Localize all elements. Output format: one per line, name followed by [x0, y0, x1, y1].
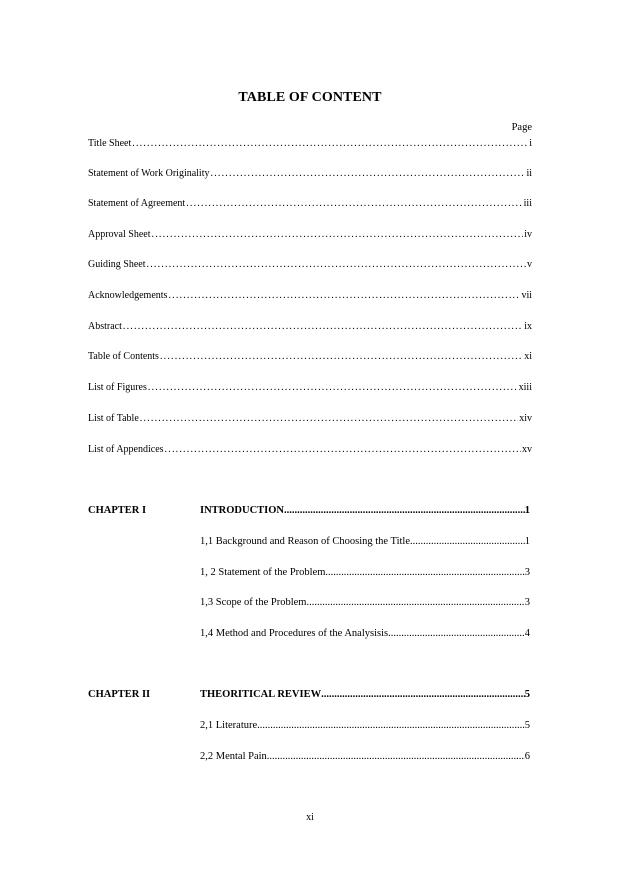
toc-entry — [88, 198, 532, 209]
toc-entry — [88, 413, 532, 424]
dot-leader — [168, 290, 520, 301]
chapter-heading: CHAPTER I — [88, 505, 147, 516]
section-page: 6 — [524, 751, 530, 762]
dot-leader — [140, 413, 518, 424]
dot-leader — [388, 628, 525, 639]
toc-entry-page: xiv — [519, 413, 532, 424]
toc-entry-page: vii — [521, 290, 532, 301]
toc-entry-page: xv — [522, 444, 532, 455]
section-page: 3 — [524, 597, 530, 608]
toc-entry-page: v — [527, 259, 532, 270]
toc-entry — [88, 259, 532, 270]
dot-leader — [284, 505, 525, 516]
toc-entry — [88, 321, 532, 332]
chapter-title-entry — [200, 505, 530, 516]
dot-leader — [147, 259, 527, 270]
toc-entry-label: Approval Sheet — [88, 229, 151, 240]
chapter-title: THEORITICAL REVIEW — [200, 689, 322, 700]
dot-leader — [123, 321, 523, 332]
toc-entry-page: iii — [523, 198, 532, 209]
chapter-page: 1 — [524, 505, 530, 516]
section-entry — [200, 720, 530, 731]
section-label: 2,2 Mental Pain — [200, 751, 267, 762]
toc-entry-label: Title Sheet — [88, 138, 132, 149]
toc-entry-label: List of Appendices — [88, 444, 164, 455]
toc-entry-label: Statement of Agreement — [88, 198, 186, 209]
dot-leader — [160, 351, 523, 362]
toc-entry-page: ii — [526, 168, 532, 179]
section-entry — [200, 751, 530, 762]
dot-leader — [165, 444, 521, 455]
dot-leader — [132, 138, 528, 149]
toc-entry — [88, 290, 532, 301]
section-entry — [200, 567, 530, 578]
dot-leader — [410, 536, 525, 547]
dot-leader — [325, 567, 524, 578]
toc-entry — [88, 351, 532, 362]
chapter-title-entry — [200, 689, 530, 700]
toc-entry-page: iv — [524, 229, 532, 240]
footer-page-number: xi — [306, 812, 314, 823]
toc-entry-label: Statement of Work Originality — [88, 168, 210, 179]
dot-leader — [321, 689, 525, 700]
dot-leader — [211, 168, 526, 179]
toc-entry-page: xi — [524, 351, 532, 362]
section-label: 1, 2 Statement of the Problem — [200, 567, 326, 578]
chapter-title: INTRODUCTION — [200, 505, 285, 516]
page-column-label: Page — [511, 122, 532, 133]
toc-entry — [88, 229, 532, 240]
toc-entry-label: Table of Contents — [88, 351, 159, 362]
toc-entry-label: Guiding Sheet — [88, 259, 146, 270]
toc-entry-label: List of Figures — [88, 382, 147, 393]
toc-entry — [88, 382, 532, 393]
toc-entry-page: i — [529, 138, 532, 149]
toc-entry-label: List of Table — [88, 413, 139, 424]
section-page: 1 — [524, 536, 530, 547]
toc-entry — [88, 444, 532, 455]
page-title: TABLE OF CONTENT — [238, 90, 382, 105]
section-entry — [200, 536, 530, 547]
dot-leader — [152, 229, 524, 240]
section-page: 3 — [524, 567, 530, 578]
toc-entry-label: Abstract — [88, 321, 122, 332]
toc-entry-page: xiii — [518, 382, 532, 393]
toc-entry-label: Acknowledgements — [88, 290, 168, 301]
section-page: 4 — [524, 628, 530, 639]
dot-leader — [186, 198, 522, 209]
toc-entry — [88, 138, 532, 149]
section-label: 1,4 Method and Procedures of the Analysisis — [200, 628, 389, 639]
section-label: 1,3 Scope of the Problem — [200, 597, 307, 608]
chapter-page: 5 — [524, 689, 530, 700]
toc-entry-page: ix — [524, 321, 532, 332]
section-label: 1,1 Background and Reason of Choosing the Title — [200, 536, 410, 547]
section-label: 2,1 Literature — [200, 720, 258, 731]
toc-entry — [88, 168, 532, 179]
section-page: 5 — [524, 720, 530, 731]
dot-leader — [148, 382, 518, 393]
dot-leader — [267, 751, 525, 762]
dot-leader — [306, 597, 524, 608]
section-entry — [200, 597, 530, 608]
chapter-heading: CHAPTER II — [88, 689, 151, 700]
dot-leader — [257, 720, 525, 731]
section-entry — [200, 628, 530, 639]
